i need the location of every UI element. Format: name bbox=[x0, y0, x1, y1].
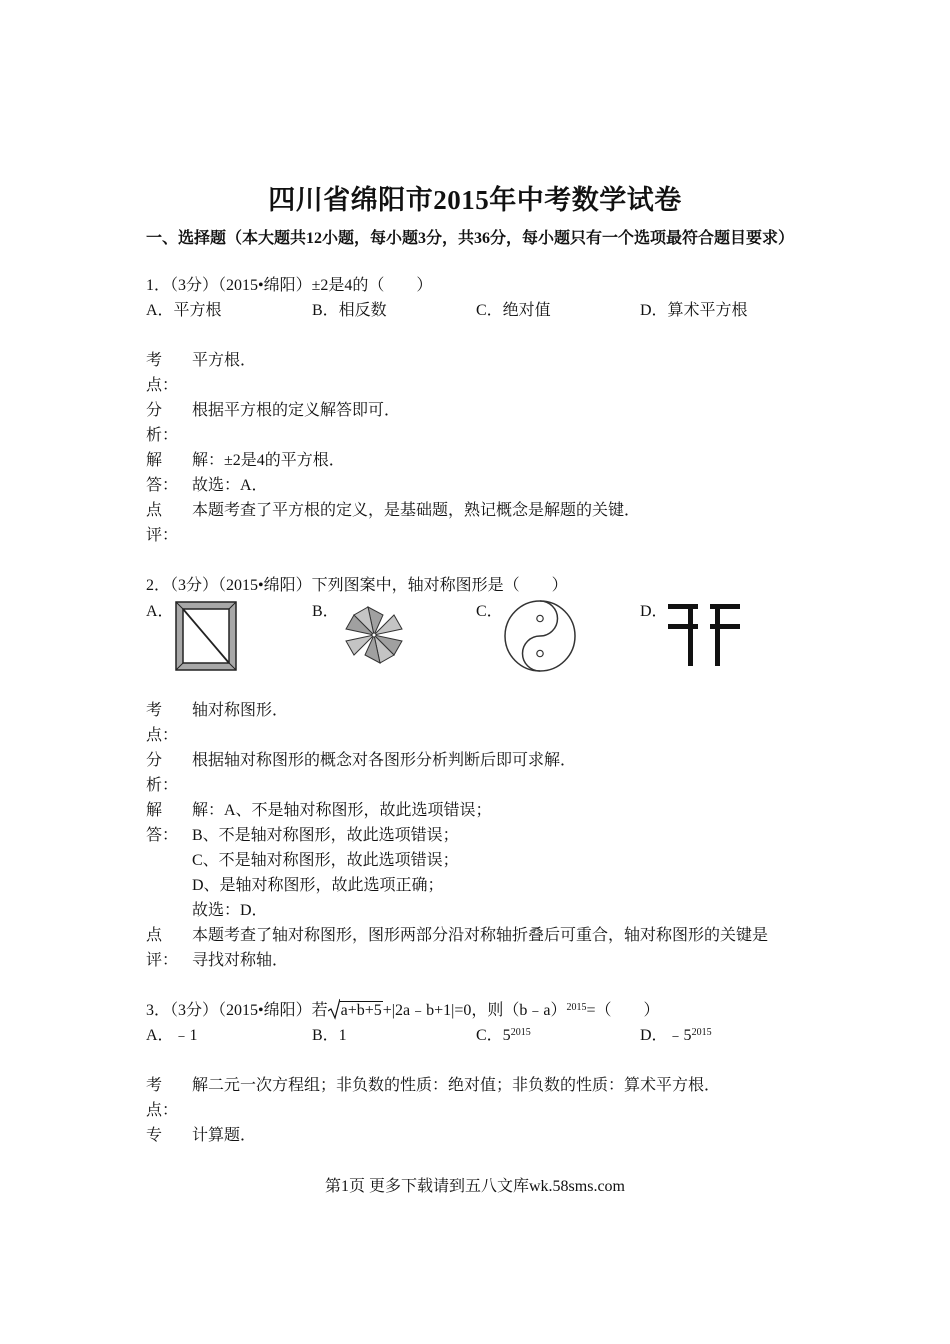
q3-option-c-exponent: 2015 bbox=[510, 1027, 531, 1038]
q3-option-d-text: D．﹣5 bbox=[640, 1027, 692, 1044]
q3-kaodian-label-2: 点： bbox=[146, 1102, 179, 1119]
q2-jieda-line-5: 故选：D． bbox=[192, 902, 268, 919]
q1-kaodian-label-1: 考 bbox=[146, 352, 163, 369]
q2-jieda-line-4: D、是轴对称图形，故此选项正确； bbox=[192, 877, 444, 894]
q3-zhuanti: 计算题． bbox=[192, 1127, 257, 1144]
q2-jieda-line-3: C、不是轴对称图形，故此选项错误； bbox=[192, 852, 459, 869]
q3-option-a-text: A．﹣1 bbox=[146, 1027, 198, 1044]
q2-option-b: B． bbox=[312, 603, 339, 620]
q1-jieda-label-1: 解 bbox=[146, 452, 163, 469]
q3-stem-exponent: 2015 bbox=[566, 1002, 587, 1013]
q2-dianping-line-1: 本题考查了轴对称图形，图形两部分沿对称轴折叠后可重合，轴对称图形的关键是 bbox=[192, 927, 769, 944]
q1-option-c: C．绝对值 bbox=[476, 302, 551, 319]
q1-kaodian: 平方根． bbox=[192, 352, 257, 369]
q1-jieda-line-2: 故选：A． bbox=[192, 477, 268, 494]
q2-option-a: A． bbox=[146, 603, 174, 620]
q1-fenxi-label-2: 析： bbox=[146, 427, 179, 444]
q2-jieda-label-2: 答： bbox=[146, 827, 179, 844]
q1-fenxi: 根据平方根的定义解答即可． bbox=[192, 402, 401, 419]
q3-option-b bbox=[312, 1023, 347, 1048]
figure-b-pinwheel bbox=[338, 602, 410, 668]
q1-kaodian-label-2: 点： bbox=[146, 377, 179, 394]
q3-option-b-text: B．1 bbox=[312, 1027, 347, 1044]
q2-jieda-label-1: 解 bbox=[146, 802, 163, 819]
q3-stem-prefix: 3．（3分）（2015•绵阳）若 bbox=[146, 1002, 328, 1019]
q2-jieda-line-2: B、不是轴对称图形，故此选项错误； bbox=[192, 827, 459, 844]
page-title: 四川省绵阳市2015年中考数学试卷 bbox=[268, 185, 682, 215]
q2-fenxi-label-2: 析： bbox=[146, 777, 179, 794]
figure-a-framed-square bbox=[174, 600, 238, 672]
radical-sign-icon bbox=[328, 998, 340, 1020]
q1-dianping-label-2: 评： bbox=[146, 527, 179, 544]
q3-option-d bbox=[640, 1023, 712, 1048]
q2-dianping-label-1: 点 bbox=[146, 927, 163, 944]
page-footer: 第1页 更多下载请到五八文库wk.58sms.com bbox=[324, 1178, 625, 1195]
section-header: 一、选择题（本大题共12小题，每小题3分，共36分，每小题只有一个选项最符合题目要求） bbox=[146, 230, 795, 247]
q3-kaodian: 解二元一次方程组；非负数的性质：绝对值；非负数的性质：算术平方根． bbox=[192, 1077, 721, 1094]
q1-dianping-label-1: 点 bbox=[146, 502, 163, 519]
q2-kaodian: 轴对称图形． bbox=[192, 702, 289, 719]
q2-jieda-line-1: 解：A、不是轴对称图形，故此选项错误； bbox=[192, 802, 492, 819]
q2-kaodian-label-1: 考 bbox=[146, 702, 163, 719]
q3-stem-middle: +|2a﹣b+1|=0，则（b﹣a） bbox=[382, 1002, 567, 1019]
q1-option-b: B．相反数 bbox=[312, 302, 387, 319]
q2-fenxi: 根据轴对称图形的概念对各图形分析判断后即可求解． bbox=[192, 752, 577, 769]
q3-option-c bbox=[476, 1023, 531, 1048]
q1-jieda-label-2: 答： bbox=[146, 477, 179, 494]
q3-zhuanti-label: 专 bbox=[146, 1127, 163, 1144]
q2-kaodian-label-2: 点： bbox=[146, 727, 179, 744]
q3-radicand: a+b+5 bbox=[340, 1002, 382, 1019]
q3-kaodian-label-1: 考 bbox=[146, 1077, 163, 1094]
q2-stem: 2．（3分）（2015•绵阳）下列图案中，轴对称图形是（ ） bbox=[146, 577, 568, 594]
q2-dianping-label-2: 评： bbox=[146, 952, 179, 969]
q3-option-a bbox=[146, 1023, 198, 1048]
q1-jieda-line-1: 解：±2是4的平方根． bbox=[192, 452, 345, 469]
q2-fenxi-label-1: 分 bbox=[146, 752, 163, 769]
q3-option-d-exponent: 2015 bbox=[691, 1027, 712, 1038]
q3-stem-suffix: =（ ） bbox=[586, 1002, 660, 1019]
q1-dianping: 本题考查了平方根的定义，是基础题，熟记概念是解题的关键． bbox=[192, 502, 641, 519]
q3-option-c-text: C．5 bbox=[476, 1027, 511, 1044]
q1-option-a: A．平方根 bbox=[146, 302, 222, 319]
q3-sqrt-expression bbox=[328, 998, 383, 1023]
q1-stem: 1．（3分）（2015•绵阳）±2是4的（ ） bbox=[146, 277, 433, 294]
q1-option-d: D．算术平方根 bbox=[640, 302, 748, 319]
q1-fenxi-label-1: 分 bbox=[146, 402, 163, 419]
figure-c-taiji bbox=[503, 599, 577, 673]
q2-option-c: C． bbox=[476, 603, 503, 620]
q2-option-d: D． bbox=[640, 603, 668, 620]
q2-dianping-line-2: 寻找对称轴． bbox=[192, 952, 289, 969]
figure-d-symmetric-pattern bbox=[668, 602, 740, 668]
q3-stem bbox=[146, 998, 659, 1023]
